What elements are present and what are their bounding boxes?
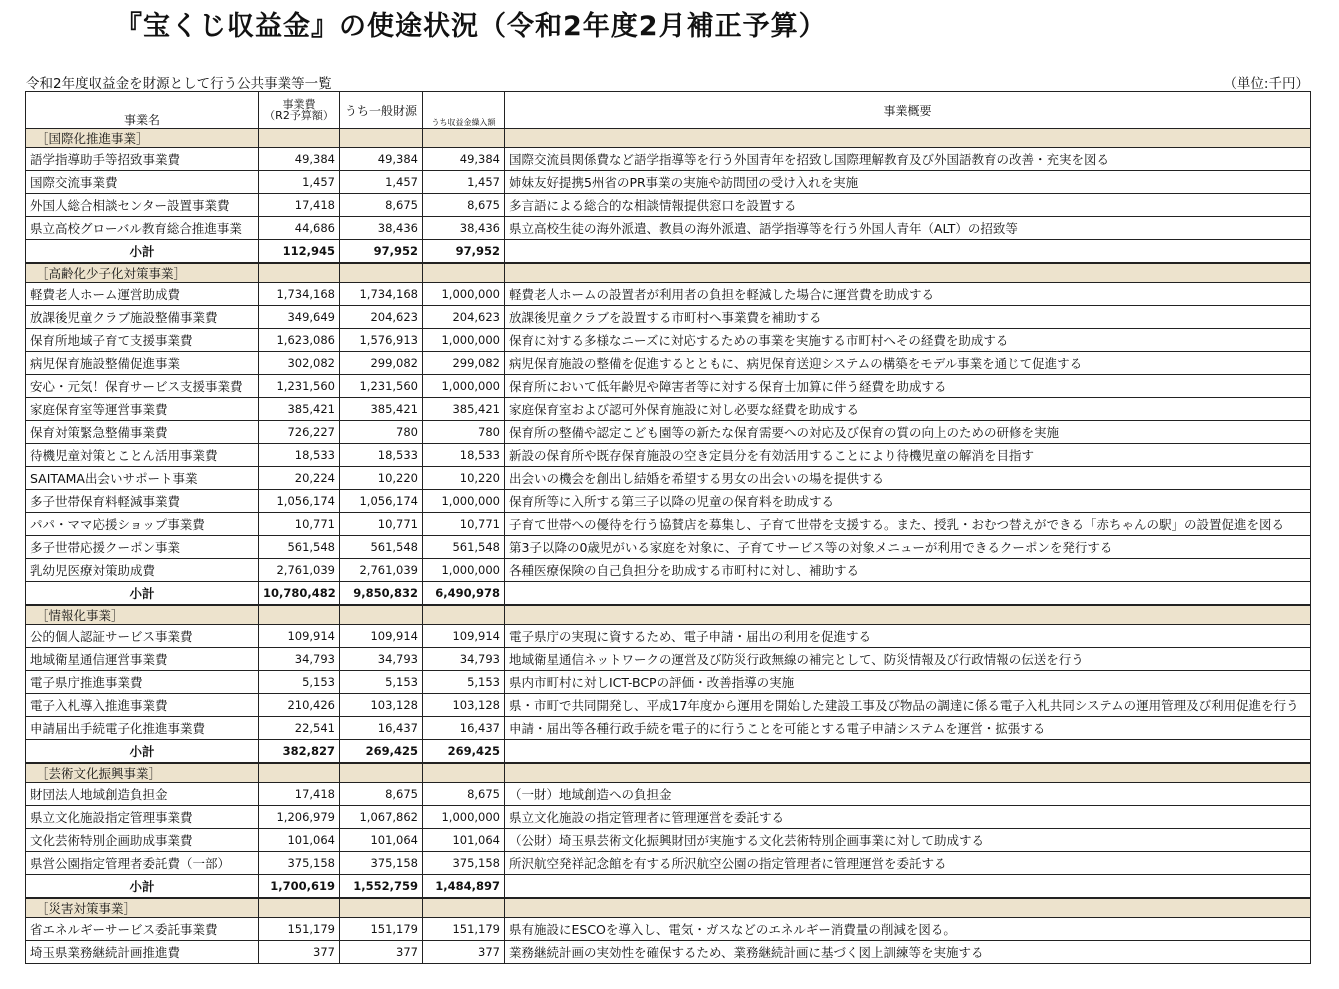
empty-cell <box>505 129 1311 148</box>
header-general: うち一般財源 <box>340 92 423 129</box>
project-lottery: 10,220 <box>423 467 505 490</box>
project-name: 電子入札導入推進事業費 <box>26 694 259 717</box>
project-general: 385,421 <box>340 398 423 421</box>
project-summary: 県有施設にESCOを導入し、電気・ガスなどのエネルギー消費量の削減を図る。 <box>505 918 1311 941</box>
project-general: 1,067,862 <box>340 806 423 829</box>
subtotal-row <box>26 240 1311 264</box>
subtotal-label: 小計 <box>26 582 259 606</box>
table-row <box>26 625 1311 648</box>
table-row <box>26 283 1311 306</box>
header-summary: 事業概要 <box>505 92 1311 129</box>
project-budget: 17,418 <box>259 194 340 217</box>
project-lottery: 377 <box>423 941 505 964</box>
table-row <box>26 559 1311 582</box>
table-row <box>26 941 1311 964</box>
project-summary: 姉妹友好提携5州省のPR事業の実施や訪問団の受け入れを実施 <box>505 171 1311 194</box>
project-general: 5,153 <box>340 671 423 694</box>
project-name: 申請届出手続電子化推進事業費 <box>26 717 259 740</box>
subtotal-lottery: 269,425 <box>423 740 505 764</box>
project-general: 1,457 <box>340 171 423 194</box>
table-row <box>26 398 1311 421</box>
project-name: 保育所地域子育て支援事業費 <box>26 329 259 352</box>
project-name: 県立高校グローバル教育総合推進事業 <box>26 217 259 240</box>
empty-cell <box>259 898 340 918</box>
project-name: 公的個人認証サービス事業費 <box>26 625 259 648</box>
project-name: 外国人総合相談センター設置事業費 <box>26 194 259 217</box>
project-budget: 377 <box>259 941 340 964</box>
empty-cell <box>340 898 423 918</box>
project-general: 16,437 <box>340 717 423 740</box>
project-name: 軽費老人ホーム運営助成費 <box>26 283 259 306</box>
project-name: 地域衛星通信運営事業費 <box>26 648 259 671</box>
project-lottery: 49,384 <box>423 148 505 171</box>
page-title: 『宝くじ収益金』の使途状況（令和2年度2月補正予算） <box>115 11 827 42</box>
empty-cell <box>259 763 340 783</box>
project-lottery: 34,793 <box>423 648 505 671</box>
table-row <box>26 671 1311 694</box>
header-budget-line1: 事業費 <box>282 98 316 111</box>
project-summary: 多言語による総合的な相談情報提供窓口を設置する <box>505 194 1311 217</box>
project-budget: 10,771 <box>259 513 340 536</box>
project-summary: 病児保育施設の整備を促進するとともに、病児保育送迎システムの構築をモデル事業を通じて促進する <box>505 352 1311 375</box>
section-label: ［高齢化少子化対策事業］ <box>26 263 259 283</box>
project-name: 保育対策緊急整備事業費 <box>26 421 259 444</box>
project-lottery: 18,533 <box>423 444 505 467</box>
budget-table <box>25 91 1311 964</box>
project-lottery: 1,000,000 <box>423 559 505 582</box>
project-budget: 302,082 <box>259 352 340 375</box>
header-name: 事業名 <box>26 92 259 129</box>
empty-cell <box>505 763 1311 783</box>
project-budget: 210,426 <box>259 694 340 717</box>
project-budget: 44,686 <box>259 217 340 240</box>
project-name: 国際交流事業費 <box>26 171 259 194</box>
project-general: 109,914 <box>340 625 423 648</box>
project-name: 待機児童対策とことん活用事業費 <box>26 444 259 467</box>
empty-cell <box>505 605 1311 625</box>
empty-cell <box>340 129 423 148</box>
project-summary: 県立文化施設の指定管理者に管理運営を委託する <box>505 806 1311 829</box>
section-label: ［災害対策事業］ <box>26 898 259 918</box>
table-row <box>26 421 1311 444</box>
project-name: SAITAMA出会いサポート事業 <box>26 467 259 490</box>
project-summary: 出会いの機会を創出し結婚を希望する男女の出会いの場を提供する <box>505 467 1311 490</box>
header-budget <box>259 92 340 129</box>
project-budget: 2,761,039 <box>259 559 340 582</box>
table-row <box>26 536 1311 559</box>
project-summary: 新設の保育所や既存保育施設の空き定員分を有効活用することにより待機児童の解消を目指す <box>505 444 1311 467</box>
project-summary: 県立高校生徒の海外派遣、教員の海外派遣、語学指導等を行う外国人青年（ALT）の招致等 <box>505 217 1311 240</box>
project-name: 家庭保育室等運営事業費 <box>26 398 259 421</box>
project-general: 1,734,168 <box>340 283 423 306</box>
header-budget-line2: （R2予算額） <box>264 109 334 122</box>
section-row <box>26 898 1311 918</box>
project-general: 1,576,913 <box>340 329 423 352</box>
project-name: 県営公園指定管理者委託費（一部） <box>26 852 259 875</box>
subtotal-lottery: 97,952 <box>423 240 505 264</box>
project-general: 1,056,174 <box>340 490 423 513</box>
project-general: 8,675 <box>340 194 423 217</box>
project-name: 県立文化施設指定管理事業費 <box>26 806 259 829</box>
subtotal-budget: 1,700,619 <box>259 875 340 899</box>
subtotal-label: 小計 <box>26 740 259 764</box>
project-general: 49,384 <box>340 148 423 171</box>
project-summary: 申請・届出等各種行政手続を電子的に行うことを可能とする電子申請システムを運営・拡張する <box>505 717 1311 740</box>
project-budget: 726,227 <box>259 421 340 444</box>
project-budget: 561,548 <box>259 536 340 559</box>
project-budget: 49,384 <box>259 148 340 171</box>
table-caption: 令和2年度収益金を財源として行う公共事業等一覧 <box>26 76 332 92</box>
project-general: 780 <box>340 421 423 444</box>
section-row <box>26 763 1311 783</box>
project-name: 文化芸術特別企画助成事業費 <box>26 829 259 852</box>
project-budget: 34,793 <box>259 648 340 671</box>
project-summary: 軽費老人ホームの設置者が利用者の負担を軽減した場合に運営費を助成する <box>505 283 1311 306</box>
project-summary: 子育て世帯への優待を行う協賛店を募集し、子育て世帯を支援する。また、授乳・おむつ替えができる「赤ちゃんの駅」の設置促進を図る <box>505 513 1311 536</box>
subtotal-label: 小計 <box>26 240 259 264</box>
project-budget: 109,914 <box>259 625 340 648</box>
project-budget: 1,231,560 <box>259 375 340 398</box>
project-budget: 1,734,168 <box>259 283 340 306</box>
empty-cell <box>423 898 505 918</box>
subtotal-lottery: 1,484,897 <box>423 875 505 899</box>
project-lottery: 561,548 <box>423 536 505 559</box>
table-row <box>26 490 1311 513</box>
project-summary: 業務継続計画の実効性を確保するため、業務継続計画に基づく図上訓練等を実施する <box>505 941 1311 964</box>
project-lottery: 375,158 <box>423 852 505 875</box>
empty-cell <box>259 129 340 148</box>
subtotal-general: 9,850,832 <box>340 582 423 606</box>
table-row <box>26 918 1311 941</box>
project-name: 省エネルギーサービス委託事業費 <box>26 918 259 941</box>
project-budget: 22,541 <box>259 717 340 740</box>
empty-cell <box>340 263 423 283</box>
table-row <box>26 513 1311 536</box>
project-lottery: 38,436 <box>423 217 505 240</box>
empty-cell <box>505 898 1311 918</box>
table-row <box>26 352 1311 375</box>
table-row <box>26 306 1311 329</box>
project-summary: 所沢航空発祥記念館を有する所沢航空公園の指定管理者に管理運営を委託する <box>505 852 1311 875</box>
empty-cell <box>423 763 505 783</box>
empty-cell <box>505 582 1311 606</box>
project-budget: 17,418 <box>259 783 340 806</box>
subtotal-lottery: 6,490,978 <box>423 582 505 606</box>
project-summary: 電子県庁の実現に資するため、電子申請・届出の利用を促進する <box>505 625 1311 648</box>
project-budget: 151,179 <box>259 918 340 941</box>
project-lottery: 1,000,000 <box>423 375 505 398</box>
subtotal-general: 1,552,759 <box>340 875 423 899</box>
empty-cell <box>505 240 1311 264</box>
section-row <box>26 605 1311 625</box>
empty-cell <box>505 740 1311 764</box>
project-name: 放課後児童クラブ施設整備事業費 <box>26 306 259 329</box>
project-general: 18,533 <box>340 444 423 467</box>
subtotal-budget: 10,780,482 <box>259 582 340 606</box>
project-name: 乳幼児医療対策助成費 <box>26 559 259 582</box>
table-header <box>26 92 1311 129</box>
project-summary: 第3子以降の0歳児がいる家庭を対象に、子育てサービス等の対象メニューが利用できるクーポンを発行する <box>505 536 1311 559</box>
header-lottery: うち収益金繰入額 <box>423 92 505 129</box>
project-general: 2,761,039 <box>340 559 423 582</box>
project-lottery: 1,000,000 <box>423 283 505 306</box>
project-general: 204,623 <box>340 306 423 329</box>
project-budget: 5,153 <box>259 671 340 694</box>
project-general: 103,128 <box>340 694 423 717</box>
table-row <box>26 329 1311 352</box>
project-name: 多子世帯応援クーポン事業 <box>26 536 259 559</box>
subtotal-row <box>26 740 1311 764</box>
project-general: 1,231,560 <box>340 375 423 398</box>
project-name: パパ・ママ応援ショップ事業費 <box>26 513 259 536</box>
project-general: 151,179 <box>340 918 423 941</box>
project-general: 38,436 <box>340 217 423 240</box>
table-body <box>26 129 1311 964</box>
unit-label: （単位:千円） <box>1223 76 1309 92</box>
project-budget: 1,623,086 <box>259 329 340 352</box>
project-general: 299,082 <box>340 352 423 375</box>
subtotal-budget: 382,827 <box>259 740 340 764</box>
project-summary: 家庭保育室および認可外保育施設に対し必要な経費を助成する <box>505 398 1311 421</box>
subtotal-budget: 112,945 <box>259 240 340 264</box>
project-summary: （一財）地域創造への負担金 <box>505 783 1311 806</box>
project-lottery: 101,064 <box>423 829 505 852</box>
project-lottery: 8,675 <box>423 783 505 806</box>
project-lottery: 151,179 <box>423 918 505 941</box>
section-label: ［情報化事業］ <box>26 605 259 625</box>
project-lottery: 780 <box>423 421 505 444</box>
table-row <box>26 783 1311 806</box>
project-summary: 保育所等に入所する第三子以降の児童の保育料を助成する <box>505 490 1311 513</box>
project-budget: 385,421 <box>259 398 340 421</box>
project-lottery: 204,623 <box>423 306 505 329</box>
empty-cell <box>423 263 505 283</box>
table-row <box>26 375 1311 398</box>
project-lottery: 1,000,000 <box>423 490 505 513</box>
project-budget: 349,649 <box>259 306 340 329</box>
project-name: 多子世帯保育料軽減事業費 <box>26 490 259 513</box>
subtotal-label: 小計 <box>26 875 259 899</box>
project-summary: 保育に対する多様なニーズに対応するための事業を実施する市町村へその経費を助成する <box>505 329 1311 352</box>
project-summary: 県・市町で共同開発し、平成17年度から運用を開始した建設工事及び物品の調達に係る電子入札共同システムの運用管理及び利用促進を行う <box>505 694 1311 717</box>
empty-cell <box>259 263 340 283</box>
project-lottery: 16,437 <box>423 717 505 740</box>
table-row <box>26 648 1311 671</box>
empty-cell <box>423 129 505 148</box>
project-lottery: 8,675 <box>423 194 505 217</box>
project-general: 561,548 <box>340 536 423 559</box>
project-lottery: 10,771 <box>423 513 505 536</box>
empty-cell <box>423 605 505 625</box>
project-summary: 保育所において低年齢児や障害者等に対する保育士加算に伴う経費を助成する <box>505 375 1311 398</box>
project-general: 34,793 <box>340 648 423 671</box>
table-row <box>26 852 1311 875</box>
project-summary: 放課後児童クラブを設置する市町村へ事業費を補助する <box>505 306 1311 329</box>
project-budget: 1,457 <box>259 171 340 194</box>
project-general: 101,064 <box>340 829 423 852</box>
project-lottery: 299,082 <box>423 352 505 375</box>
empty-cell <box>340 763 423 783</box>
empty-cell <box>505 263 1311 283</box>
project-lottery: 103,128 <box>423 694 505 717</box>
project-budget: 101,064 <box>259 829 340 852</box>
project-budget: 375,158 <box>259 852 340 875</box>
project-lottery: 1,000,000 <box>423 329 505 352</box>
subtotal-row <box>26 582 1311 606</box>
empty-cell <box>259 605 340 625</box>
project-general: 10,220 <box>340 467 423 490</box>
project-summary: 各種医療保険の自己負担分を助成する市町村に対し、補助する <box>505 559 1311 582</box>
empty-cell <box>340 605 423 625</box>
project-summary: （公財）埼玉県芸術文化振興財団が実施する文化芸術特別企画事業に対して助成する <box>505 829 1311 852</box>
project-general: 10,771 <box>340 513 423 536</box>
project-budget: 20,224 <box>259 467 340 490</box>
project-name: 安心・元気！保育サービス支援事業費 <box>26 375 259 398</box>
section-row <box>26 263 1311 283</box>
project-summary: 県内市町村に対しICT-BCPの評価・改善指導の実施 <box>505 671 1311 694</box>
section-label: ［国際化推進事業］ <box>26 129 259 148</box>
project-budget: 1,056,174 <box>259 490 340 513</box>
table-row <box>26 694 1311 717</box>
table-row <box>26 148 1311 171</box>
subtotal-row <box>26 875 1311 899</box>
table-row <box>26 829 1311 852</box>
project-lottery: 5,153 <box>423 671 505 694</box>
empty-cell <box>505 875 1311 899</box>
project-name: 財団法人地域創造負担金 <box>26 783 259 806</box>
project-summary: 保育所の整備や認定こども園等の新たな保育需要への対応及び保育の質の向上のための研修を実施 <box>505 421 1311 444</box>
project-lottery: 109,914 <box>423 625 505 648</box>
project-summary: 地域衛星通信ネットワークの運営及び防災行政無線の補完として、防災情報及び行政情報の伝送を行う <box>505 648 1311 671</box>
project-budget: 18,533 <box>259 444 340 467</box>
table-row <box>26 217 1311 240</box>
project-name: 電子県庁推進事業費 <box>26 671 259 694</box>
project-lottery: 1,000,000 <box>423 806 505 829</box>
subtotal-general: 97,952 <box>340 240 423 264</box>
table-row <box>26 194 1311 217</box>
section-row <box>26 129 1311 148</box>
project-name: 病児保育施設整備促進事業 <box>26 352 259 375</box>
project-budget: 1,206,979 <box>259 806 340 829</box>
project-general: 8,675 <box>340 783 423 806</box>
table-row <box>26 467 1311 490</box>
table-row <box>26 171 1311 194</box>
project-name: 語学指導助手等招致事業費 <box>26 148 259 171</box>
section-label: ［芸術文化振興事業］ <box>26 763 259 783</box>
project-summary: 国際交流員関係費など語学指導等を行う外国青年を招致し国際理解教育及び外国語教育の改善・充実を図る <box>505 148 1311 171</box>
subtotal-general: 269,425 <box>340 740 423 764</box>
table-row <box>26 717 1311 740</box>
project-lottery: 385,421 <box>423 398 505 421</box>
project-lottery: 1,457 <box>423 171 505 194</box>
project-general: 375,158 <box>340 852 423 875</box>
project-general: 377 <box>340 941 423 964</box>
table-row <box>26 444 1311 467</box>
project-name: 埼玉県業務継続計画推進費 <box>26 941 259 964</box>
table-row <box>26 806 1311 829</box>
